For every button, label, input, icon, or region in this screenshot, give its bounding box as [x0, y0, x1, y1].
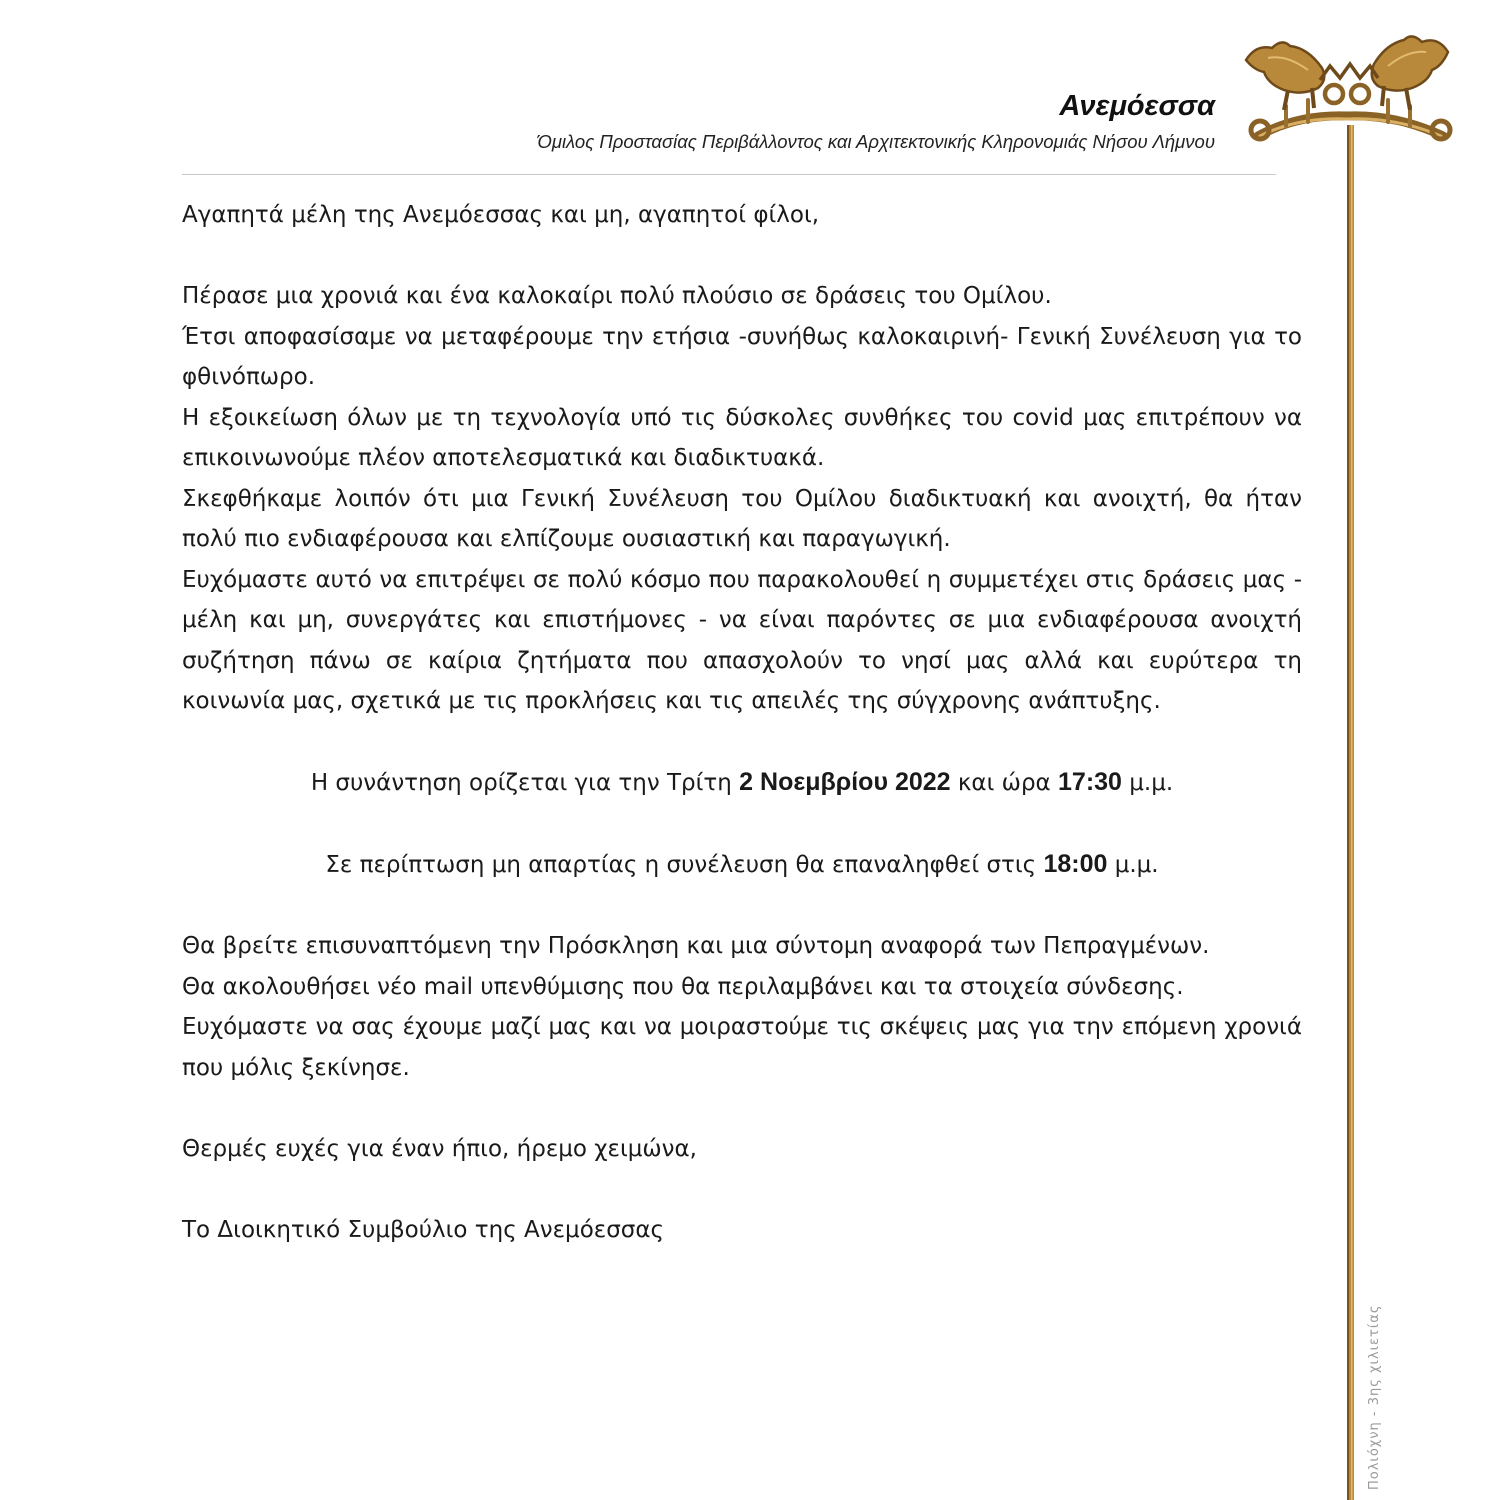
closing-line: Θερμές ευχές για έναν ήπιο, ήρεμο χειμώνα,	[182, 1135, 697, 1162]
letter-body	[182, 195, 1302, 1250]
artifact-caption: Πολιόχνη - 3ης χιλιετίας	[1367, 1304, 1382, 1490]
org-subtitle: Όμιλος Προστασίας Περιβάλλοντος και Αρχιτεκτονικής Κληρονομιάς Νήσου Λήμνου	[537, 131, 1215, 152]
paragraph-attachments: Θα βρείτε επισυναπτόμενη την Πρόσκληση και μια σύντομη αναφορά των Πεπραγμένων.	[182, 933, 1210, 959]
paragraph-technology: Η εξοικείωση όλων με τη τεχνολογία υπό τις δύσκολες συνθήκες του covid μας επιτρέπουν να επικοινωνούμε πλέον αποτελεσματικά και διαδικτυακά.	[182, 404, 1302, 471]
artifact-pole	[1346, 125, 1355, 1500]
signature: Το Διοικητικό Συμβούλιο της Ανεμόεσσας	[182, 1216, 665, 1243]
paragraph-closing-wish: Ευχόμαστε να σας έχουμε μαζί μας και να μοιραστούμε τις σκέψεις μας για την επόμενη χρονιά που μόλις ξεκίνησε.	[182, 1014, 1302, 1081]
greeting: Αγαπητά μέλη της Ανεμόεσσας και μη, αγαπητοί φίλοι,	[182, 202, 820, 228]
paragraph-online-meeting: Σκεφθήκαμε λοιπόν ότι μια Γενική Συνέλευση του Ομίλου διαδικτυακή και ανοιχτή, θα ήταν πολύ πιο ενδιαφέρουσα και ελπίζουμε ουσιαστική και παραγωγική.	[182, 485, 1302, 552]
paragraph-reminder: Θα ακολουθήσει νέο mail υπενθύμισης που θα περιλαμβάνει και τα στοιχεία σύνδεσης.	[182, 973, 1184, 1000]
paragraph-postpone: Έτσι αποφασίσαμε να μεταφέρουμε την ετήσια -συνήθως καλοκαιρινή- Γενική Συνέλευση για το φθινόπωρο.	[182, 323, 1302, 390]
paragraph-intro: Πέρασε μια χρονιά και ένα καλοκαίρι πολύ πλούσιο σε δράσεις του Ομίλου.	[182, 283, 1052, 309]
meeting-date: 2 Νοεμβρίου 2022	[739, 768, 951, 796]
paragraph-wishes: Ευχόμαστε αυτό να επιτρέψει σε πολύ κόσμο που παρακολουθεί η συμμετέχει στις δράσεις μας - μέλη και μη, συνεργάτες και επιστήμονες - να είναι παρόντες σε μια ενδιαφέρουσα ανοιχτή συζήτηση πάνω σε καίρια ζητήματα που απασχολούν το νησί μας αλλά και ευρύτερα τη κοινωνία μας, σχετικά με τις προκλήσεις και τις απειλές της σύγχρονης ανάπτυξης.	[182, 566, 1302, 714]
fallback-time: 18:00	[1043, 850, 1108, 878]
meeting-time: 17:30	[1058, 768, 1122, 796]
org-name: Ανεμόεσσα	[1059, 90, 1215, 122]
fallback-announcement: Σε περίπτωση μη απαρτίας η συνέλευση θα επαναληφθεί στις 18:00 μ.μ.	[325, 850, 1159, 878]
meeting-announcement: Η συνάντηση ορίζεται για την Τρίτη 2 Νοεμβρίου 2022 και ώρα 17:30 μ.μ.	[310, 768, 1174, 796]
header-divider	[182, 174, 1276, 175]
